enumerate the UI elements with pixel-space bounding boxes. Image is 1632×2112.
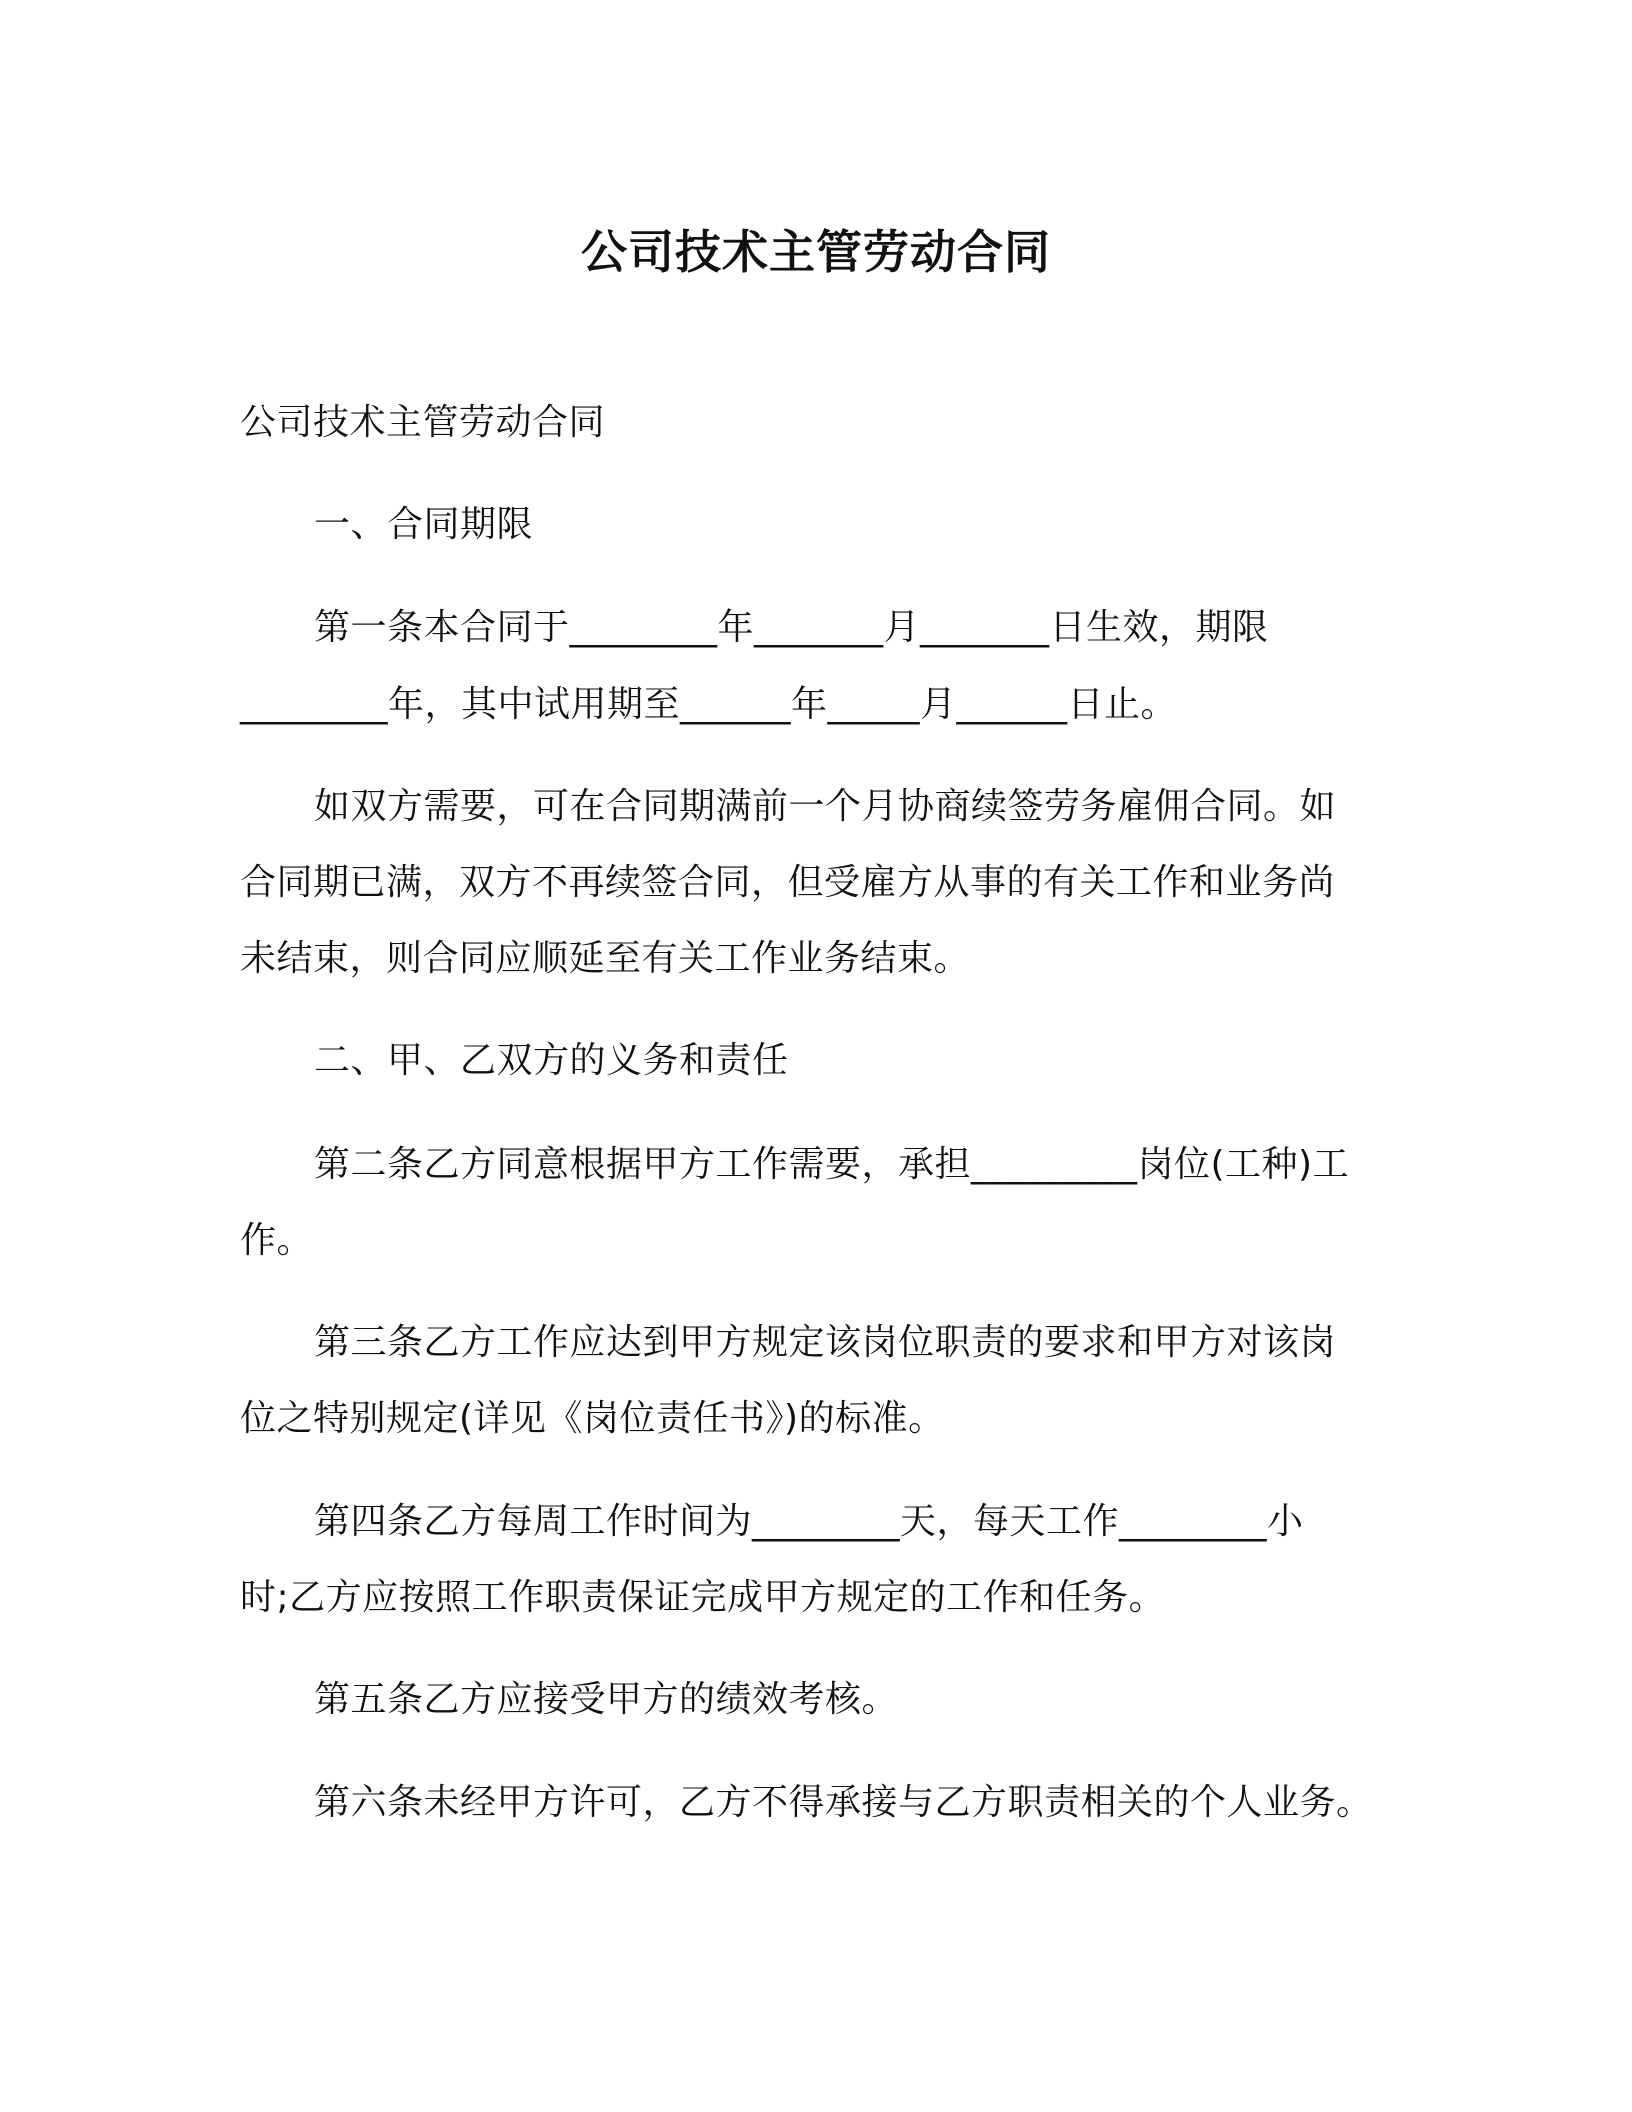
article-4-line-2: 时;乙方应按照工作职责保证完成甲方规定的工作和任务。 xyxy=(240,1577,1166,1618)
section-heading-2: 二、甲、乙双方的义务和责任 xyxy=(314,1040,789,1081)
article-2-line-2: 作。 xyxy=(240,1220,314,1261)
renewal-para-line-2: 合同期已满，双方不再续签合同，但受雇方从事的有关工作和业务尚 xyxy=(240,862,1336,903)
article-6: 第六条未经甲方许可，乙方不得承接与乙方职责相关的个人业务。 xyxy=(314,1782,1373,1823)
article-5: 第五条乙方应接受甲方的绩效考核。 xyxy=(314,1679,899,1720)
article-4-line-1: 第四条乙方每周工作时间为________天，每天工作________小 xyxy=(314,1501,1304,1542)
renewal-para-line-1: 如双方需要，可在合同期满前一个月协商续签劳务雇佣合同。如 xyxy=(314,786,1337,827)
article-3-line-1: 第三条乙方工作应达到甲方规定该岗位职责的要求和甲方对该岗 xyxy=(314,1322,1337,1363)
article-2-line-1: 第二条乙方同意根据甲方工作需要，承担_________岗位(工种)工 xyxy=(314,1144,1350,1185)
subtitle-line: 公司技术主管劳动合同 xyxy=(240,402,606,443)
article-1-line-2: ________年，其中试用期至______年_____月______日止。 xyxy=(240,684,1178,725)
section-heading-1: 一、合同期限 xyxy=(314,504,534,545)
renewal-para-line-3: 未结束，则合同应顺延至有关工作业务结束。 xyxy=(240,938,971,979)
article-1-line-1: 第一条本合同于________年_______月_______日生效，期限 xyxy=(314,607,1269,648)
article-3-line-2: 位之特别规定(详见《岗位责任书》)的标准。 xyxy=(240,1398,945,1439)
document-title: 公司技术主管劳动合同 xyxy=(581,225,1051,279)
